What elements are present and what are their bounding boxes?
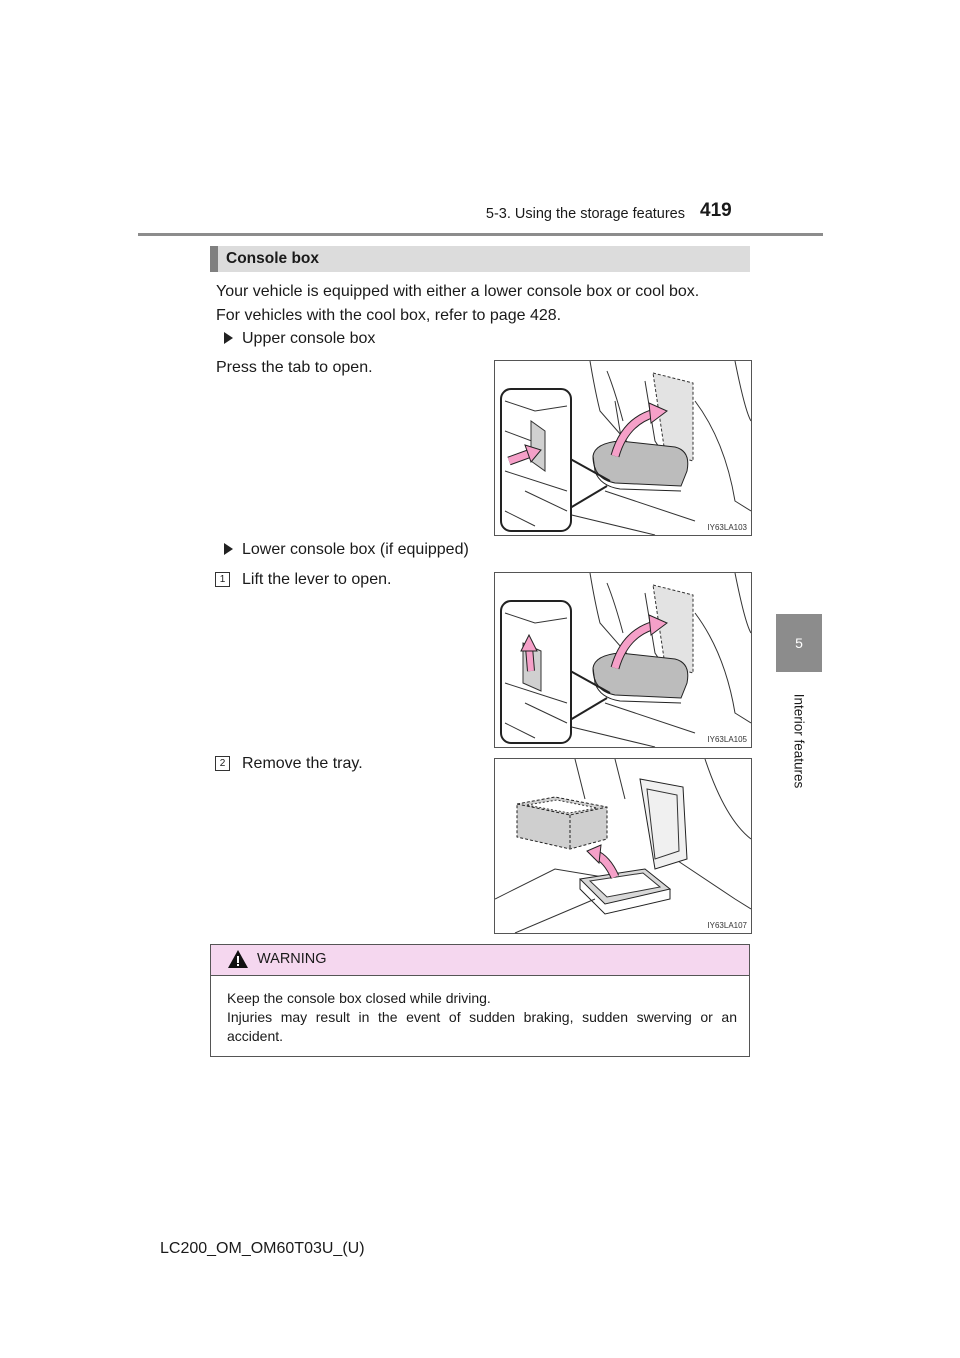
running-header: 5-3. Using the storage features <box>485 206 685 222</box>
step-2-text: Remove the tray. <box>242 755 363 772</box>
section-title: Console box <box>226 250 320 267</box>
warning-line-1: Keep the console box closed while driving. <box>227 990 491 1006</box>
figure-lower-console-step-2 <box>494 758 752 934</box>
upper-console-heading <box>224 330 375 348</box>
document-code-footer: LC200_OM_OM60T03U_(U) <box>160 1240 365 1257</box>
intro-line-1: Your vehicle is equipped with either a lower console box or cool box. <box>216 283 700 300</box>
warning-triangle-icon <box>227 949 249 969</box>
warning-body <box>227 989 737 1046</box>
tray-removal-illustration <box>495 759 751 933</box>
intro-line-2: For vehicles with the cool box, refer to page 428. <box>216 307 562 324</box>
lower-console-heading-text: Lower console box (if equipped) <box>242 541 469 558</box>
figure-lower-console-step-1 <box>494 572 752 748</box>
upper-console-heading-text: Upper console box <box>242 330 376 347</box>
chapter-tab <box>776 614 822 672</box>
header-rule <box>138 233 823 236</box>
upper-instruction: Press the tab to open. <box>216 359 373 376</box>
lower-console-heading <box>224 541 469 559</box>
section-heading <box>210 246 750 272</box>
figure-code: IY63LA107 <box>707 921 747 930</box>
triangle-bullet-icon <box>224 543 233 555</box>
step-number-2: 2 <box>215 756 230 771</box>
warning-line-2: Injuries may result in the event of sudden braking, sudden swerving or an accident. <box>227 1009 737 1044</box>
figure-upper-console <box>494 360 752 536</box>
triangle-bullet-icon <box>224 332 233 344</box>
figure-code: IY63LA103 <box>707 523 747 532</box>
step-number-1: 1 <box>215 572 230 587</box>
step-1-text: Lift the lever to open. <box>242 571 392 588</box>
upper-console-illustration <box>495 361 751 535</box>
warning-title: WARNING <box>257 951 327 967</box>
page-number: 419 <box>700 200 732 221</box>
chapter-number: 5 <box>795 635 803 651</box>
warning-header <box>211 945 749 976</box>
warning-box <box>210 944 750 1057</box>
chapter-title-vertical <box>772 676 826 806</box>
figure-code: IY63LA105 <box>707 735 747 744</box>
lower-console-illustration <box>495 573 751 747</box>
chapter-title: Interior features <box>791 693 807 789</box>
